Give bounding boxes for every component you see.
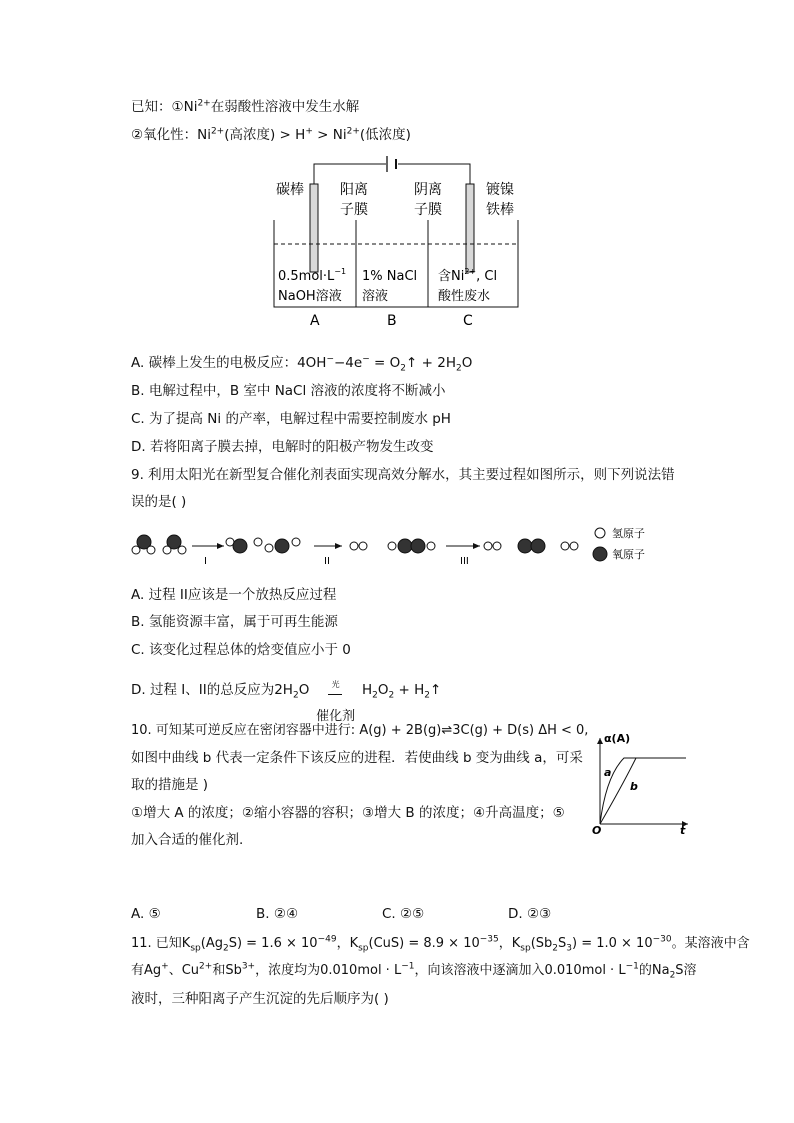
room-label-a: A — [310, 313, 320, 329]
left-electrode-label: 碳棒 — [276, 182, 304, 198]
q9-stem-line-1: 9. 利用太阳光在新型复合催化剂表面实现高效分解水，其主要过程如图所示，则下列说法错 — [131, 467, 675, 483]
carbon-rod — [310, 184, 318, 272]
o-atom — [518, 539, 532, 553]
step-3-label: III — [460, 556, 469, 567]
h-atom — [493, 542, 501, 550]
water-splitting-process-diagram — [128, 522, 668, 572]
circuit-wire — [314, 164, 386, 184]
condition-above: 光 — [331, 680, 340, 689]
h-atom — [350, 542, 358, 550]
cation-membrane-label-1: 阳离 — [340, 182, 368, 198]
h-atom — [292, 538, 300, 546]
h-atom — [254, 538, 262, 546]
curve-b-label: b — [630, 780, 638, 793]
electrolysis-cell-diagram — [270, 150, 540, 335]
o-atom — [233, 539, 247, 553]
h-atom — [388, 542, 396, 550]
o-atom — [398, 539, 412, 553]
room-c-solution-line-2: 酸性废水 — [438, 289, 491, 304]
q10-option-c: C. ②⑤ — [382, 906, 425, 922]
x-axis-label: t — [680, 824, 686, 836]
q9-option-b: B. 氢能资源丰富，属于可再生能源 — [131, 614, 338, 630]
q9-stem-line-2: 误的是( ) — [131, 494, 187, 510]
right-electrode-label-2: 铁棒 — [486, 202, 514, 218]
known-line-2: ②氧化性：$Ni^{2+}$(高浓度) > $H^+ > Ni^{2+}$(低浓度) — [131, 126, 411, 143]
h-atom — [265, 544, 273, 552]
o-atom — [411, 539, 425, 553]
o-atom — [531, 539, 545, 553]
room-c-solution-line-1: 含$Ni^{2+}$, Cl — [438, 267, 498, 284]
anion-membrane-label-1: 阴离 — [414, 182, 442, 198]
q10-option-a: A. ⑤ — [131, 906, 161, 922]
q11-stem-line-3: 液时，三种阳离子产生沉淀的先后顺序为( ) — [131, 991, 389, 1007]
legend-oxygen-symbol — [593, 547, 607, 561]
q10-stem-line-3: 取的措施是 ) — [131, 777, 209, 793]
condition-below: 催化剂 — [316, 709, 356, 724]
room-a-solution-line-2: NaOH溶液 — [278, 289, 342, 304]
condition-bar — [328, 694, 342, 695]
q8-option-a: A. 碳棒上发生的电极反应：$4OH^--4e^- = O_2↑ + 2H_2O$ — [131, 354, 473, 374]
q11-stem-line-1: 11. 已知$K_{sp}(Ag_2S) = 1.6 \times 10^{-49}$，$K_{sp}(CuS) = 8.9 \times 10^{-35}$，$K_{sp}(Sb_2S_3) = 1.0 \times 10^{-30}$。某溶液中含 — [131, 934, 750, 954]
room-label-b: B — [387, 313, 397, 329]
q10-stem-line-1: 10. 可知某可逆反应在密闭容器中进行: A(g) + 2B(g)⇌3C(g) + D(s) ΔH < 0, — [131, 723, 589, 738]
legend-hydrogen-symbol — [595, 528, 605, 538]
step-2-label: II — [324, 556, 330, 567]
nickel-plated-iron-rod — [466, 184, 474, 272]
origin-label: O — [592, 824, 602, 836]
y-axis-label: α(A) — [604, 732, 631, 745]
q10-option-b: B. ②④ — [256, 906, 299, 922]
h-atom — [561, 542, 569, 550]
q10-option-d: D. ②③ — [508, 906, 552, 922]
legend-oxygen-label: 氧原子 — [612, 548, 645, 561]
q10-stem-line-4: ①增大 A 的浓度；②缩小容器的容积；③增大 B 的浓度；④升高温度；⑤ — [131, 805, 565, 821]
water-molecule-2 — [163, 535, 186, 554]
q8-option-d: D. 若将阳离子膜去掉，电解时的阳极产物发生改变 — [131, 439, 434, 455]
conversion-vs-time-graph — [586, 726, 698, 836]
known-line-1: 已知：$①Ni^{2+}$在弱酸性溶液中发生水解 — [131, 98, 360, 115]
o-atom — [275, 539, 289, 553]
h-atom — [570, 542, 578, 550]
q9-option-d: D. 过程 I、II的总反应为$2H_2O$ 光 催化剂 $H_2O_2$ + $H_2↑$ — [131, 681, 441, 699]
curve-a-label: a — [604, 766, 612, 779]
h-atom — [484, 542, 492, 550]
q10-stem-line-2: 如图中曲线 b 代表一定条件下该反应的进程．若使曲线 b 变为曲线 a，可采 — [131, 750, 583, 766]
q10-stem-line-5: 加入合适的催化剂. — [131, 832, 244, 848]
circuit-wire-right — [398, 164, 470, 184]
q11-stem-line-2: 有Ag+、$Cu^{2+}$和$Sb^{3+}$，浓度均为$0.010mol \cdot L^{-1}$，向该溶液中逐滴加入$0.010mol \cdot L^{-1}$的$Na_2S$溶 — [131, 961, 697, 981]
room-b-solution-line-1: 1% NaCl — [362, 269, 418, 284]
water-molecule-1 — [132, 535, 155, 554]
curve-a — [600, 758, 686, 824]
cation-membrane-label-2: 子膜 — [340, 202, 368, 218]
h-atom — [427, 542, 435, 550]
room-a-solution-line-1: $0.5mol\cdot L^{-1}$ — [278, 267, 347, 284]
q8-option-c: C. 为了提高 Ni 的产率，电解过程中需要控制废水 pH — [131, 411, 451, 427]
q9-option-a: A. 过程 II应该是一个放热反应过程 — [131, 587, 337, 603]
q9-option-c: C. 该变化过程总体的焓变值应小于 0 — [131, 642, 351, 658]
room-b-solution-line-2: 溶液 — [362, 289, 389, 304]
step-1-label: I — [204, 556, 207, 567]
room-label-c: C — [463, 313, 473, 329]
anion-membrane-label-2: 子膜 — [414, 202, 442, 218]
right-electrode-label-1: 镀镍 — [486, 182, 514, 198]
legend-hydrogen-label: 氢原子 — [612, 527, 645, 540]
q8-option-b: B. 电解过程中，B 室中 NaCl 溶液的浓度将不断减小 — [131, 383, 446, 399]
h-atom — [359, 542, 367, 550]
